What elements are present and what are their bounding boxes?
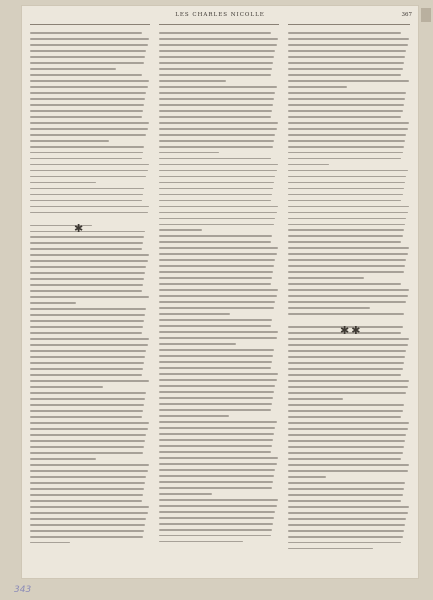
text-line [288,452,403,454]
text-line [30,278,144,280]
text-line [288,313,404,315]
text-line [288,188,404,190]
text-line [30,374,142,376]
text-line [159,409,271,411]
text-line [30,386,103,388]
text-line [288,92,406,94]
text-line [159,122,278,124]
text-line [30,464,149,466]
text-line [288,392,406,394]
header-rule [159,24,279,25]
text-line [288,104,404,106]
text-line [159,475,274,477]
text-line [288,32,401,34]
text-line [288,301,406,303]
text-line [159,499,278,501]
text-line [288,38,409,40]
text-line [288,422,409,424]
text-line [30,44,148,46]
text-line [159,32,271,34]
text-line [288,134,406,136]
text-line [30,356,145,358]
text-line [159,259,275,261]
text-line [30,80,149,82]
text-line [159,331,278,333]
text-line [30,272,145,274]
text-line [288,206,409,208]
text-line [159,469,275,471]
text-line [159,463,277,465]
text-line [30,170,148,172]
text-line [30,104,144,106]
page-title: LES CHARLES NICOLLE [175,12,265,18]
text-line [288,182,405,184]
text-line [30,68,116,70]
text-line [30,248,142,250]
text-line [288,289,409,291]
text-line [30,314,145,316]
text-line [288,110,403,112]
text-line [288,356,405,358]
text-line [288,476,326,478]
text-line [159,385,275,387]
text-line [288,416,401,418]
text-line [30,500,142,502]
text-line [288,542,401,544]
text-line [30,110,143,112]
text-line [30,38,149,40]
text-line [288,524,405,526]
text-line [288,194,403,196]
text-line [159,373,278,375]
text-line [288,338,409,340]
text-line [288,158,401,160]
text-column-right [288,32,410,554]
text-line [30,32,142,34]
text-line [288,241,401,243]
text-line [159,487,272,489]
text-line [288,200,401,202]
text-line [30,398,145,400]
text-line [288,74,401,76]
text-line [288,218,406,220]
text-line [288,500,401,502]
text-line [159,194,272,196]
text-line [288,404,404,406]
text-line [159,170,277,172]
text-line [30,134,146,136]
text-line [30,122,149,124]
text-line [30,56,145,58]
text-line [30,206,149,208]
text-line [30,182,96,184]
text-line [30,308,146,310]
text-line [159,229,202,231]
text-line [159,301,275,303]
text-line [288,548,373,550]
text-line [288,152,403,154]
text-line [288,176,406,178]
text-line [288,146,404,148]
text-line [288,440,405,442]
text-line [159,224,274,226]
text-line [288,122,409,124]
text-line [30,128,148,130]
text-line [30,416,142,418]
text-line [30,146,144,148]
text-line [288,518,406,520]
text-line [30,254,149,256]
text-line [30,62,144,64]
text-line [159,415,229,417]
text-line [288,386,408,388]
text-line [30,98,145,100]
text-line [30,380,149,382]
text-line [30,536,143,538]
text-line [288,482,405,484]
text-line [30,542,70,544]
text-line [288,398,343,400]
text-line [30,266,146,268]
text-line [159,313,230,315]
text-line [30,242,143,244]
text-line [288,488,404,490]
text-line [30,86,148,88]
text-line [159,68,272,70]
text-line [288,350,406,352]
text-line [159,74,271,76]
text-line [288,344,408,346]
text-line [159,517,274,519]
text-line [30,422,149,424]
text-line [288,235,403,237]
text-line [159,379,277,381]
text-line [159,146,273,148]
document-page [22,6,418,578]
text-line [30,452,143,454]
header-rule [288,24,410,25]
text-line [288,259,406,261]
text-line [288,44,408,46]
text-line [159,289,278,291]
text-line [159,56,274,58]
text-line [159,325,271,327]
text-line [159,421,277,423]
text-line [159,427,275,429]
text-line [159,541,243,543]
paragraph-gap [30,218,150,225]
text-line [159,283,271,285]
text-line [30,290,142,292]
text-line [30,92,146,94]
text-line [30,428,148,430]
text-line [30,164,149,166]
text-line [159,235,272,237]
text-line [30,530,144,532]
text-line [288,434,406,436]
text-line [159,206,278,208]
text-line [30,231,145,233]
text-line [30,482,145,484]
text-line [288,86,347,88]
text-line [159,529,272,531]
text-line [288,164,329,166]
text-line [30,512,148,514]
text-line [159,481,273,483]
text-line [30,260,148,262]
text-line [159,367,271,369]
text-line [30,524,145,526]
scan-mark: 343 [14,585,32,595]
text-line [159,277,272,279]
text-line [159,218,275,220]
text-line [288,512,408,514]
text-line [288,224,405,226]
text-line [288,506,409,508]
text-line [288,283,401,285]
text-line [30,200,142,202]
text-line [159,182,274,184]
text-line [288,247,409,249]
text-line [159,241,271,243]
text-line [30,410,143,412]
text-line [288,229,404,231]
text-line [30,320,144,322]
text-line [30,116,142,118]
text-line [30,284,143,286]
page-header [22,12,418,22]
text-line [30,296,149,298]
text-line [288,530,404,532]
text-line [30,140,109,142]
text-line [30,488,144,490]
text-line [288,116,401,118]
text-line [159,116,271,118]
text-line [288,50,406,52]
text-line [159,158,271,160]
text-line [30,404,144,406]
text-line [159,355,273,357]
text-line [288,62,404,64]
text-line [159,110,272,112]
text-line [30,158,142,160]
paper-edge-mark [421,8,431,22]
text-line [288,68,403,70]
text-line [288,56,405,58]
text-line [159,212,277,214]
text-line [288,464,409,466]
text-line [159,445,272,447]
text-line [30,344,148,346]
page-number: 367 [401,12,412,18]
text-line [288,458,401,460]
text-line [159,457,278,459]
text-line [30,434,146,436]
text-line [159,343,236,345]
text-line [288,128,408,130]
text-line [159,361,272,363]
text-line [159,86,277,88]
section-ornament: ✱✱ [340,324,363,337]
text-column-left [30,32,150,548]
text-line [159,397,273,399]
text-line [30,440,145,442]
text-line [159,44,277,46]
text-line [288,140,405,142]
text-line [288,536,403,538]
text-line [159,80,226,82]
header-rule [30,24,150,25]
text-line [159,511,275,513]
text-line [30,236,144,238]
text-line [159,403,272,405]
text-line [159,265,274,267]
text-line [30,392,146,394]
text-line [159,200,271,202]
text-line [288,307,370,309]
text-line [30,332,142,334]
text-line [288,295,408,297]
text-line [288,494,403,496]
text-line [159,140,274,142]
text-line [30,212,148,214]
text-line [159,164,278,166]
text-line [159,62,273,64]
text-line [288,374,401,376]
section-ornament: ✱ [74,222,86,235]
text-line [30,194,143,196]
text-line [30,494,143,496]
text-line [159,391,274,393]
text-line [288,428,408,430]
text-line [159,176,275,178]
text-line [288,98,405,100]
text-line [159,152,219,154]
text-line [288,170,408,172]
text-line [159,295,277,297]
text-line [30,518,146,520]
text-column-middle [159,32,279,547]
text-line [288,80,409,82]
text-line [30,458,96,460]
text-line [30,470,148,472]
text-line [30,362,144,364]
text-line [159,50,275,52]
text-line [159,253,277,255]
text-line [159,98,274,100]
text-line [159,38,278,40]
text-line [288,212,408,214]
text-line [159,505,277,507]
text-line [288,410,403,412]
text-line [288,253,408,255]
text-line [30,446,144,448]
text-line [159,523,273,525]
text-line [288,277,364,279]
text-line [30,476,146,478]
text-line [159,439,273,441]
text-line [159,92,275,94]
text-line [30,50,146,52]
text-line [288,380,409,382]
text-line [30,302,76,304]
text-line [30,350,146,352]
text-line [30,368,143,370]
text-line [288,362,404,364]
text-line [159,307,274,309]
text-line [159,493,212,495]
text-line [159,337,277,339]
text-line [159,247,278,249]
text-line [288,470,408,472]
text-line [288,368,403,370]
text-line [159,319,272,321]
text-line [159,535,271,537]
text-line [288,446,404,448]
text-line [159,128,277,130]
text-line [159,188,273,190]
text-line [30,152,143,154]
text-line [30,338,149,340]
text-line [159,104,273,106]
text-line [159,349,274,351]
text-line [30,188,144,190]
text-line [30,176,146,178]
text-line [288,271,404,273]
text-line [159,134,275,136]
text-line [288,265,405,267]
text-line [30,74,142,76]
text-line [159,271,273,273]
text-line [159,433,274,435]
text-line [159,451,271,453]
text-line [30,326,143,328]
text-line [30,506,149,508]
